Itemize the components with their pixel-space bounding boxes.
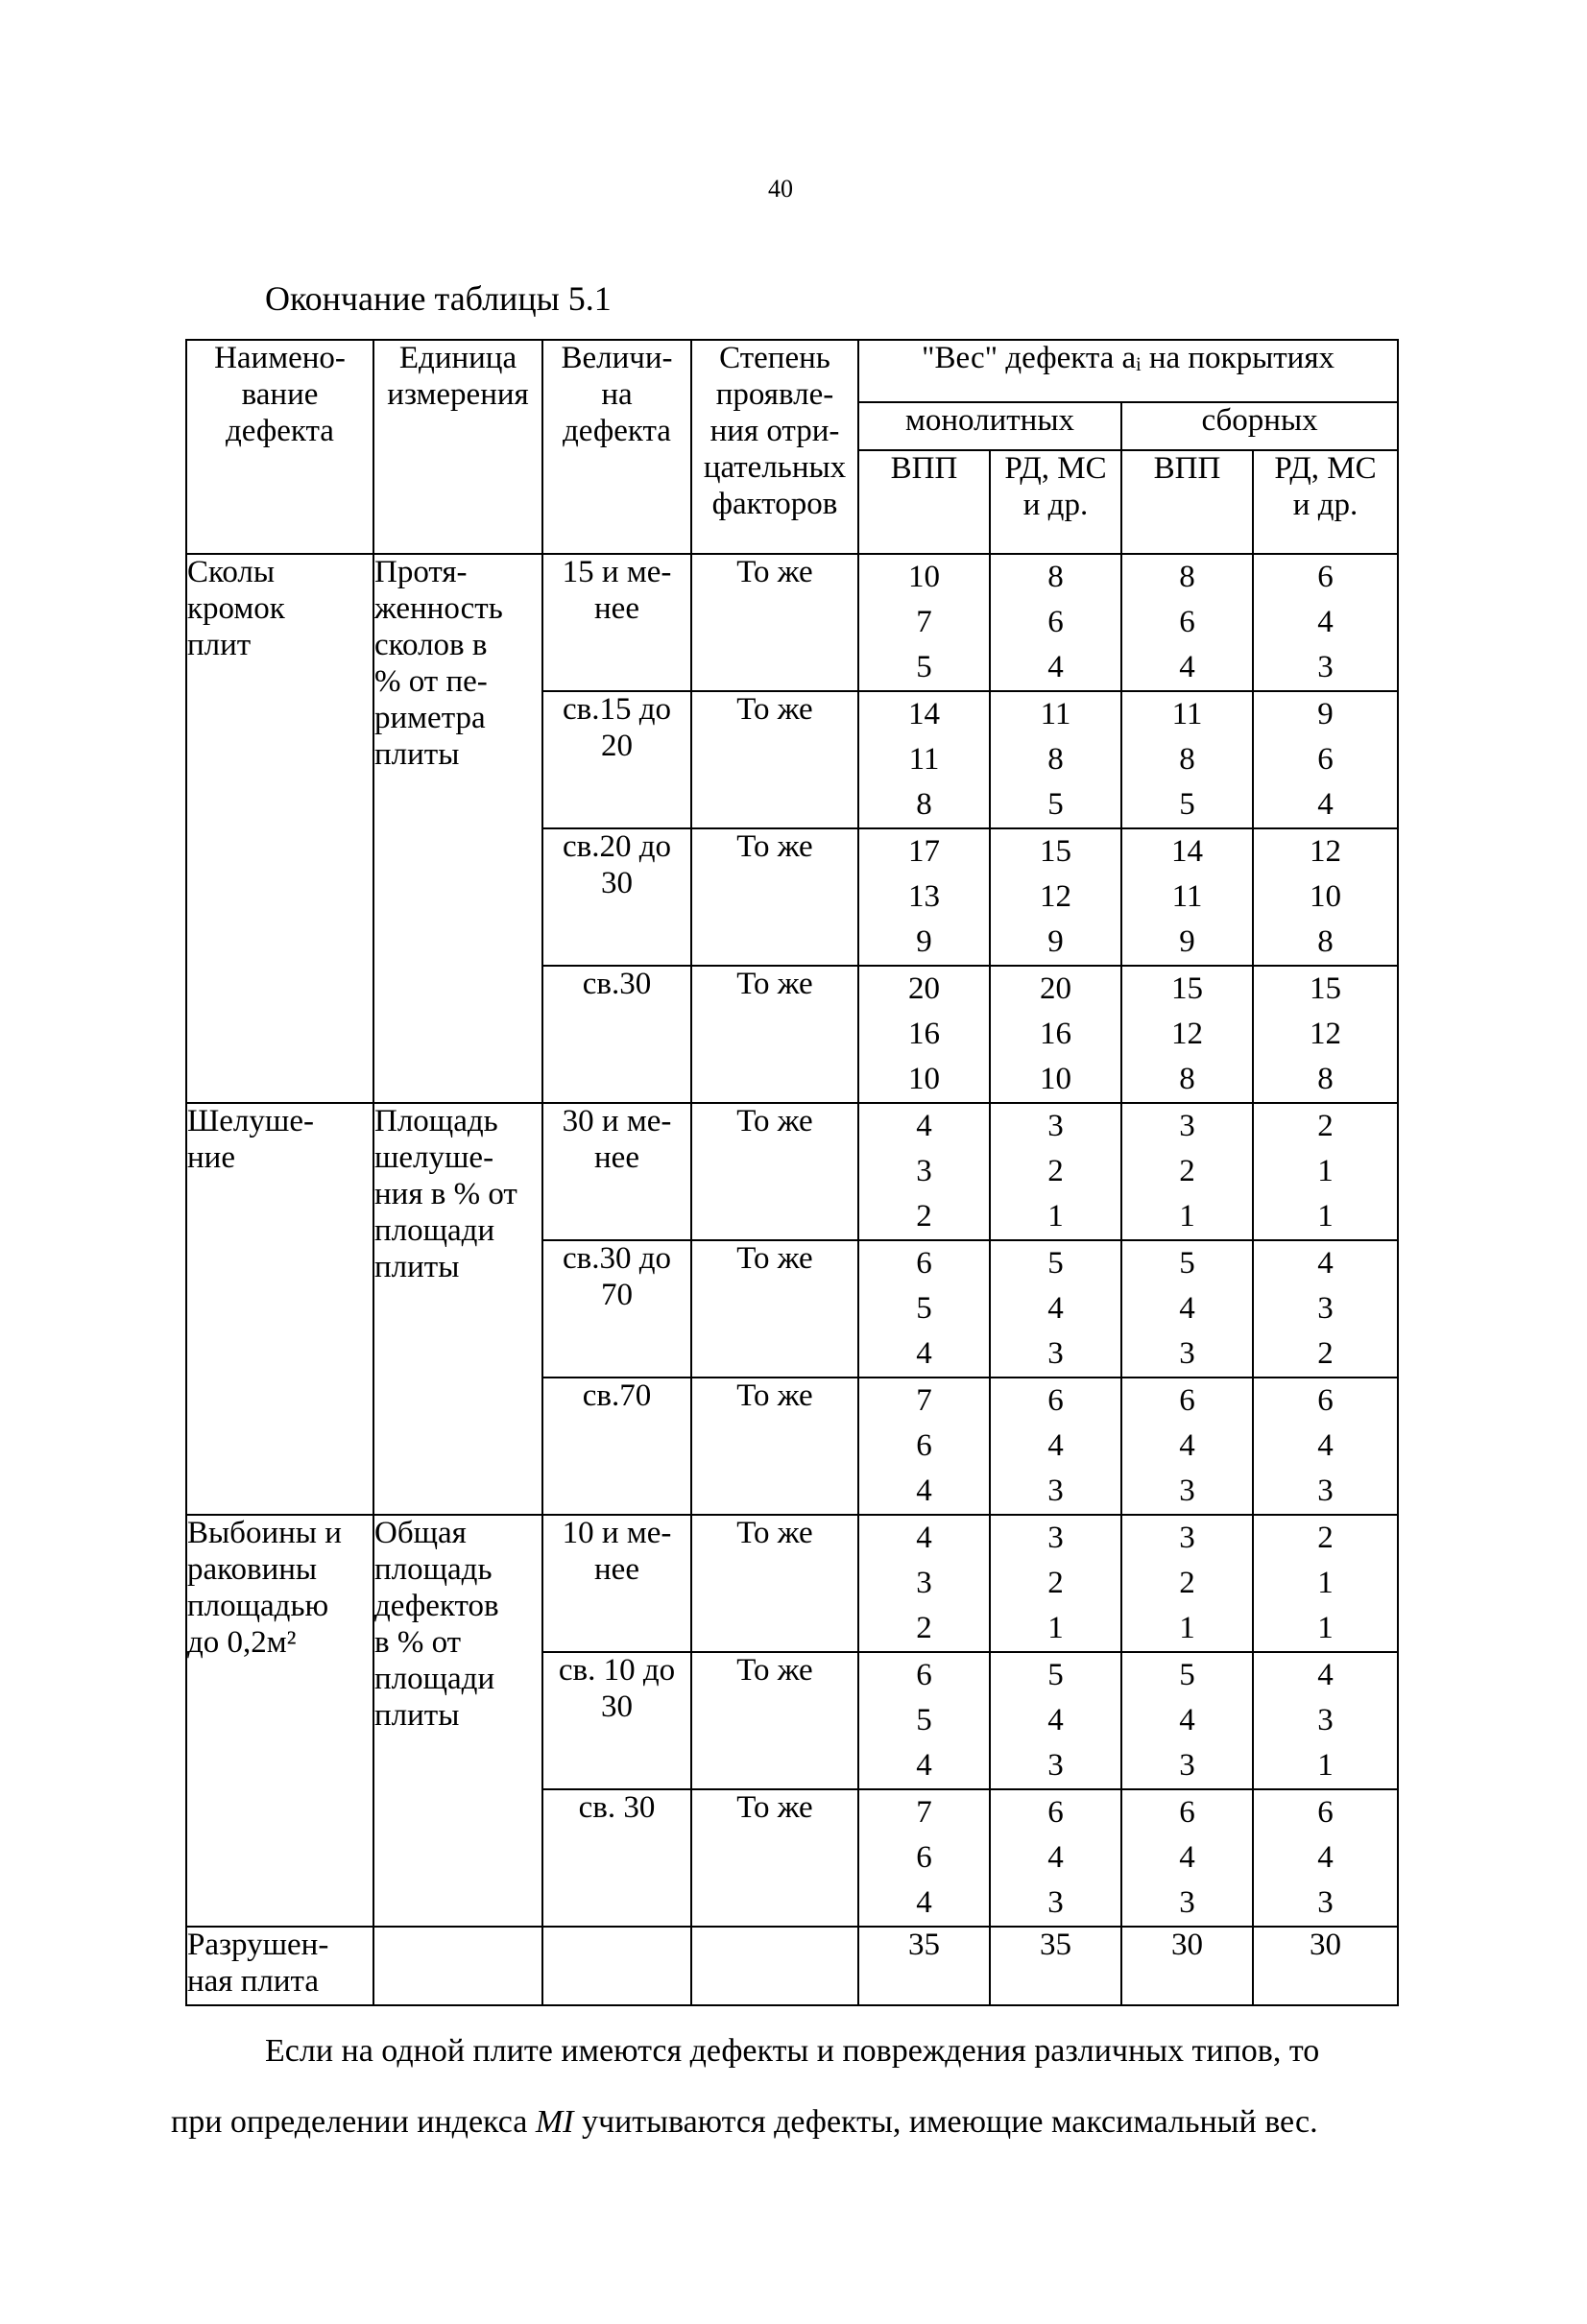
weight-value: 7: [916, 605, 932, 639]
defect-unit: Общая площадь дефектов в % от площади плиты: [373, 1515, 542, 1927]
weight-value: 1: [1317, 1199, 1334, 1234]
weight-cell-rd1: [990, 1378, 1121, 1515]
weight-cell-rd2: [1253, 828, 1398, 966]
header-monolithic: монолитных: [858, 402, 1121, 450]
table-row: [186, 554, 1398, 691]
weight-value: 16: [1040, 1017, 1071, 1051]
weight-value: 1: [1317, 1566, 1334, 1600]
weight-value: 1: [1047, 1611, 1064, 1645]
defect-name: Выбоины и раковины площадью до 0,2м²: [186, 1515, 373, 1927]
weight-value: 7: [916, 1383, 932, 1418]
weight-value: 6: [916, 1658, 932, 1692]
weight-cell-vpp2: [1121, 1515, 1253, 1652]
weight-cell-rd1: [990, 1652, 1121, 1789]
weight-value: 5: [1179, 787, 1195, 822]
weight-value: 5: [1047, 1246, 1064, 1281]
destroyed-weight-vpp2: 30: [1121, 1927, 1253, 2005]
weight-cell-vpp1: [858, 966, 990, 1103]
defect-magnitude: св. 10 до 30: [542, 1652, 691, 1789]
weight-value: 4: [1179, 650, 1195, 684]
weight-value: 3: [1317, 1885, 1334, 1920]
weight-value: 5: [916, 650, 932, 684]
header-prefab: сборных: [1121, 402, 1398, 450]
weight-cell-vpp2: [1121, 1789, 1253, 1927]
weight-value: 4: [916, 1885, 932, 1920]
weight-value: 5: [1179, 1246, 1195, 1281]
weight-value: 2: [1047, 1566, 1064, 1600]
weight-value: 5: [1047, 787, 1064, 822]
header-degree: Степень проявле- ния отри- цательных факторов: [691, 340, 858, 554]
weight-cell-rd1: [990, 554, 1121, 691]
weight-value: 5: [1047, 1658, 1064, 1692]
weight-value: 6: [916, 1428, 932, 1463]
note-line-2-end: учитываются дефекты, имеющие максимальный вес.: [573, 2104, 1318, 2140]
weight-cell-vpp1: [858, 554, 990, 691]
weight-value: 3: [916, 1154, 932, 1188]
defect-degree: То же: [691, 554, 858, 691]
weight-value: 4: [916, 1473, 932, 1508]
weight-cell-rd2: [1253, 1378, 1398, 1515]
weight-value: 8: [1317, 924, 1334, 959]
header-rd-monolithic: РД, МС и др.: [990, 450, 1121, 554]
defect-degree: То же: [691, 691, 858, 828]
weight-cell-rd2: [1253, 1240, 1398, 1378]
destroyed-weight-rd2: 30: [1253, 1927, 1398, 2005]
weight-value: 4: [1047, 1291, 1064, 1326]
weight-value: 6: [916, 1840, 932, 1875]
weight-value: 4: [1179, 1291, 1195, 1326]
weight-value: 9: [1179, 924, 1195, 959]
weight-value: 5: [916, 1291, 932, 1326]
weight-value: 4: [1317, 605, 1334, 639]
weight-value: 20: [1040, 971, 1071, 1006]
weight-cell-rd2: [1253, 554, 1398, 691]
weight-value: 3: [1047, 1885, 1064, 1920]
weight-value: 12: [1040, 879, 1071, 914]
defect-magnitude: св.30 до 70: [542, 1240, 691, 1378]
weight-value: 8: [1179, 742, 1195, 777]
weight-cell-vpp1: [858, 1789, 990, 1927]
defect-unit: Площадь шелуше- ния в % от площади плиты: [373, 1103, 542, 1515]
weight-cell-vpp2: [1121, 691, 1253, 828]
weight-value: 3: [1047, 1521, 1064, 1555]
weight-cell-rd1: [990, 1515, 1121, 1652]
defect-degree: То же: [691, 1789, 858, 1927]
defect-degree: То же: [691, 1103, 858, 1240]
weight-value: 3: [1179, 1109, 1195, 1143]
weight-value: 12: [1310, 834, 1342, 869]
weight-cell-rd1: [990, 691, 1121, 828]
weight-value: 2: [1317, 1109, 1334, 1143]
header-vpp-prefab: ВПП: [1121, 450, 1253, 554]
defect-degree: То же: [691, 1515, 858, 1652]
weight-value: 6: [1047, 605, 1064, 639]
weight-value: 9: [1317, 697, 1334, 731]
weight-cell-rd1: [990, 1789, 1121, 1927]
header-rd-prefab: РД, МС и др.: [1253, 450, 1398, 554]
defect-name-destroyed: Разрушен- ная плита: [186, 1927, 373, 2005]
weight-value: 4: [1179, 1703, 1195, 1737]
weight-value: 6: [1317, 1795, 1334, 1830]
weight-cell-vpp2: [1121, 1378, 1253, 1515]
weight-value: 1: [1047, 1199, 1064, 1234]
weight-value: 3: [916, 1566, 932, 1600]
header-unit: Единица измерения: [373, 340, 542, 554]
defect-name: Шелуше- ние: [186, 1103, 373, 1515]
weight-value: 12: [1310, 1017, 1342, 1051]
weight-value: 6: [916, 1246, 932, 1281]
weight-cell-vpp1: [858, 1240, 990, 1378]
weight-value: 4: [916, 1748, 932, 1783]
defect-degree: То же: [691, 828, 858, 966]
defect-magnitude: 15 и ме- нее: [542, 554, 691, 691]
weight-cell-vpp1: [858, 828, 990, 966]
weight-cell-rd2: [1253, 1515, 1398, 1652]
note-index: MI: [535, 2104, 574, 2140]
weight-cell-vpp1: [858, 1103, 990, 1240]
weight-cell-vpp2: [1121, 1652, 1253, 1789]
weight-value: 13: [908, 879, 940, 914]
weight-cell-rd2: [1253, 1789, 1398, 1927]
weight-value: 3: [1179, 1885, 1195, 1920]
defect-magnitude: 30 и ме- нее: [542, 1103, 691, 1240]
weight-cell-rd2: [1253, 691, 1398, 828]
weight-value: 6: [1179, 1795, 1195, 1830]
weight-value: 4: [916, 1109, 932, 1143]
weight-value: 11: [908, 742, 940, 777]
weight-value: 2: [1179, 1566, 1195, 1600]
header-magnitude: Величи- на дефекта: [542, 340, 691, 554]
table-caption: Окончание таблицы 5.1: [265, 279, 612, 318]
weight-value: 15: [1171, 971, 1203, 1006]
defect-degree: То же: [691, 1240, 858, 1378]
header-vpp-monolithic: ВПП: [858, 450, 990, 554]
weight-value: 3: [1317, 1703, 1334, 1737]
weight-value: 6: [1317, 742, 1334, 777]
weight-cell-vpp2: [1121, 1240, 1253, 1378]
weight-value: 2: [1317, 1521, 1334, 1555]
note-line-2-start: при определении индекса: [171, 2104, 536, 2140]
weight-value: 3: [1179, 1473, 1195, 1508]
weight-value: 4: [1317, 1428, 1334, 1463]
weight-value: 2: [916, 1611, 932, 1645]
defect-name: Сколы кромок плит: [186, 554, 373, 1103]
weight-value: 3: [1317, 1291, 1334, 1326]
destroyed-weight-rd1: 35: [990, 1927, 1121, 2005]
weight-value: 3: [1179, 1521, 1195, 1555]
weight-value: 16: [908, 1017, 940, 1051]
weight-value: 14: [1171, 834, 1203, 869]
weight-value: 4: [1317, 1658, 1334, 1692]
weight-value: 4: [1179, 1428, 1195, 1463]
weight-value: 2: [1317, 1336, 1334, 1371]
weight-value: 6: [1317, 560, 1334, 594]
defect-magnitude: св.30: [542, 966, 691, 1103]
weight-cell-rd1: [990, 828, 1121, 966]
header-name: Наимено- вание дефекта: [186, 340, 373, 554]
weight-value: 10: [1310, 879, 1342, 914]
defect-magnitude: св. 30: [542, 1789, 691, 1927]
weight-value: 7: [916, 1795, 932, 1830]
weight-cell-rd1: [990, 966, 1121, 1103]
weight-value: 4: [1317, 1840, 1334, 1875]
weight-cell-vpp1: [858, 691, 990, 828]
weight-value: 14: [908, 697, 940, 731]
weight-value: 17: [908, 834, 940, 869]
weight-cell-vpp2: [1121, 1103, 1253, 1240]
weight-value: 2: [916, 1199, 932, 1234]
defect-magnitude: 10 и ме- нее: [542, 1515, 691, 1652]
weight-value: 3: [1047, 1473, 1064, 1508]
weight-value: 6: [1317, 1383, 1334, 1418]
weight-value: 3: [1179, 1336, 1195, 1371]
weight-value: 4: [1317, 1246, 1334, 1281]
defect-magnitude: св.15 до 20: [542, 691, 691, 828]
defect-magnitude: св.70: [542, 1378, 691, 1515]
weight-value: 1: [1317, 1154, 1334, 1188]
weight-value: 4: [1047, 1428, 1064, 1463]
weight-value: 5: [1179, 1658, 1195, 1692]
empty-cell: [542, 1927, 691, 2005]
weight-value: 1: [1179, 1611, 1195, 1645]
weight-value: 3: [1047, 1336, 1064, 1371]
weight-value: 2: [1179, 1154, 1195, 1188]
weight-value: 8: [1317, 1062, 1334, 1096]
destroyed-weight-vpp1: 35: [858, 1927, 990, 2005]
note-line-2: [171, 2104, 1318, 2141]
weight-value: 10: [908, 560, 940, 594]
weight-value: 1: [1317, 1748, 1334, 1783]
weight-value: 3: [1317, 650, 1334, 684]
weight-value: 4: [916, 1336, 932, 1371]
weight-value: 5: [916, 1703, 932, 1737]
weight-value: 11: [1171, 879, 1203, 914]
weight-value: 6: [1179, 605, 1195, 639]
weight-value: 8: [1179, 1062, 1195, 1096]
weight-cell-rd1: [990, 1103, 1121, 1240]
empty-cell: [691, 1927, 858, 2005]
weight-value: 4: [1047, 1703, 1064, 1737]
weight-value: 8: [1047, 560, 1064, 594]
weight-value: 3: [1179, 1748, 1195, 1783]
weight-value: 1: [1317, 1611, 1334, 1645]
weight-cell-vpp2: [1121, 828, 1253, 966]
weight-value: 4: [1047, 650, 1064, 684]
weight-value: 20: [908, 971, 940, 1006]
weight-value: 4: [916, 1521, 932, 1555]
weight-value: 4: [1047, 1840, 1064, 1875]
weight-value: 4: [1317, 787, 1334, 822]
defect-degree: То же: [691, 1378, 858, 1515]
defect-degree: То же: [691, 966, 858, 1103]
weight-value: 6: [1047, 1383, 1064, 1418]
weight-cell-vpp1: [858, 1378, 990, 1515]
weight-value: 11: [1040, 697, 1071, 731]
weight-value: 8: [1047, 742, 1064, 777]
weight-cell-rd2: [1253, 1103, 1398, 1240]
weight-value: 8: [916, 787, 932, 822]
weight-value: 9: [1047, 924, 1064, 959]
defect-unit: Протя- женность сколов в % от пе- риметра плиты: [373, 554, 542, 1103]
weight-value: 11: [1171, 697, 1203, 731]
weight-value: 2: [1047, 1154, 1064, 1188]
weight-value: 9: [916, 924, 932, 959]
defect-degree: То же: [691, 1652, 858, 1789]
weight-value: 8: [1179, 560, 1195, 594]
weight-cell-vpp1: [858, 1652, 990, 1789]
weight-value: 4: [1179, 1840, 1195, 1875]
table-row-destroyed: [186, 1927, 1398, 2005]
weight-cell-vpp1: [858, 1515, 990, 1652]
defects-table: [185, 339, 1399, 2006]
weight-value: 10: [908, 1062, 940, 1096]
table-row: [186, 1515, 1398, 1652]
weight-value: 15: [1310, 971, 1342, 1006]
weight-value: 10: [1040, 1062, 1071, 1096]
weight-cell-vpp2: [1121, 966, 1253, 1103]
weight-cell-rd2: [1253, 966, 1398, 1103]
weight-cell-vpp2: [1121, 554, 1253, 691]
page-number: 40: [768, 175, 793, 203]
weight-value: 1: [1179, 1199, 1195, 1234]
note-line-1: Если на одной плите имеются дефекты и повреждения различных типов, то: [265, 2033, 1320, 2069]
weight-value: 3: [1317, 1473, 1334, 1508]
empty-cell: [373, 1927, 542, 2005]
header-weight: "Вес" дефекта aᵢ на покрытиях: [858, 340, 1398, 402]
weight-value: 3: [1047, 1748, 1064, 1783]
table-row: [186, 1103, 1398, 1240]
weight-value: 15: [1040, 834, 1071, 869]
defect-magnitude: св.20 до 30: [542, 828, 691, 966]
weight-value: 3: [1047, 1109, 1064, 1143]
weight-value: 12: [1171, 1017, 1203, 1051]
weight-cell-rd1: [990, 1240, 1121, 1378]
weight-cell-rd2: [1253, 1652, 1398, 1789]
weight-value: 6: [1047, 1795, 1064, 1830]
weight-value: 6: [1179, 1383, 1195, 1418]
